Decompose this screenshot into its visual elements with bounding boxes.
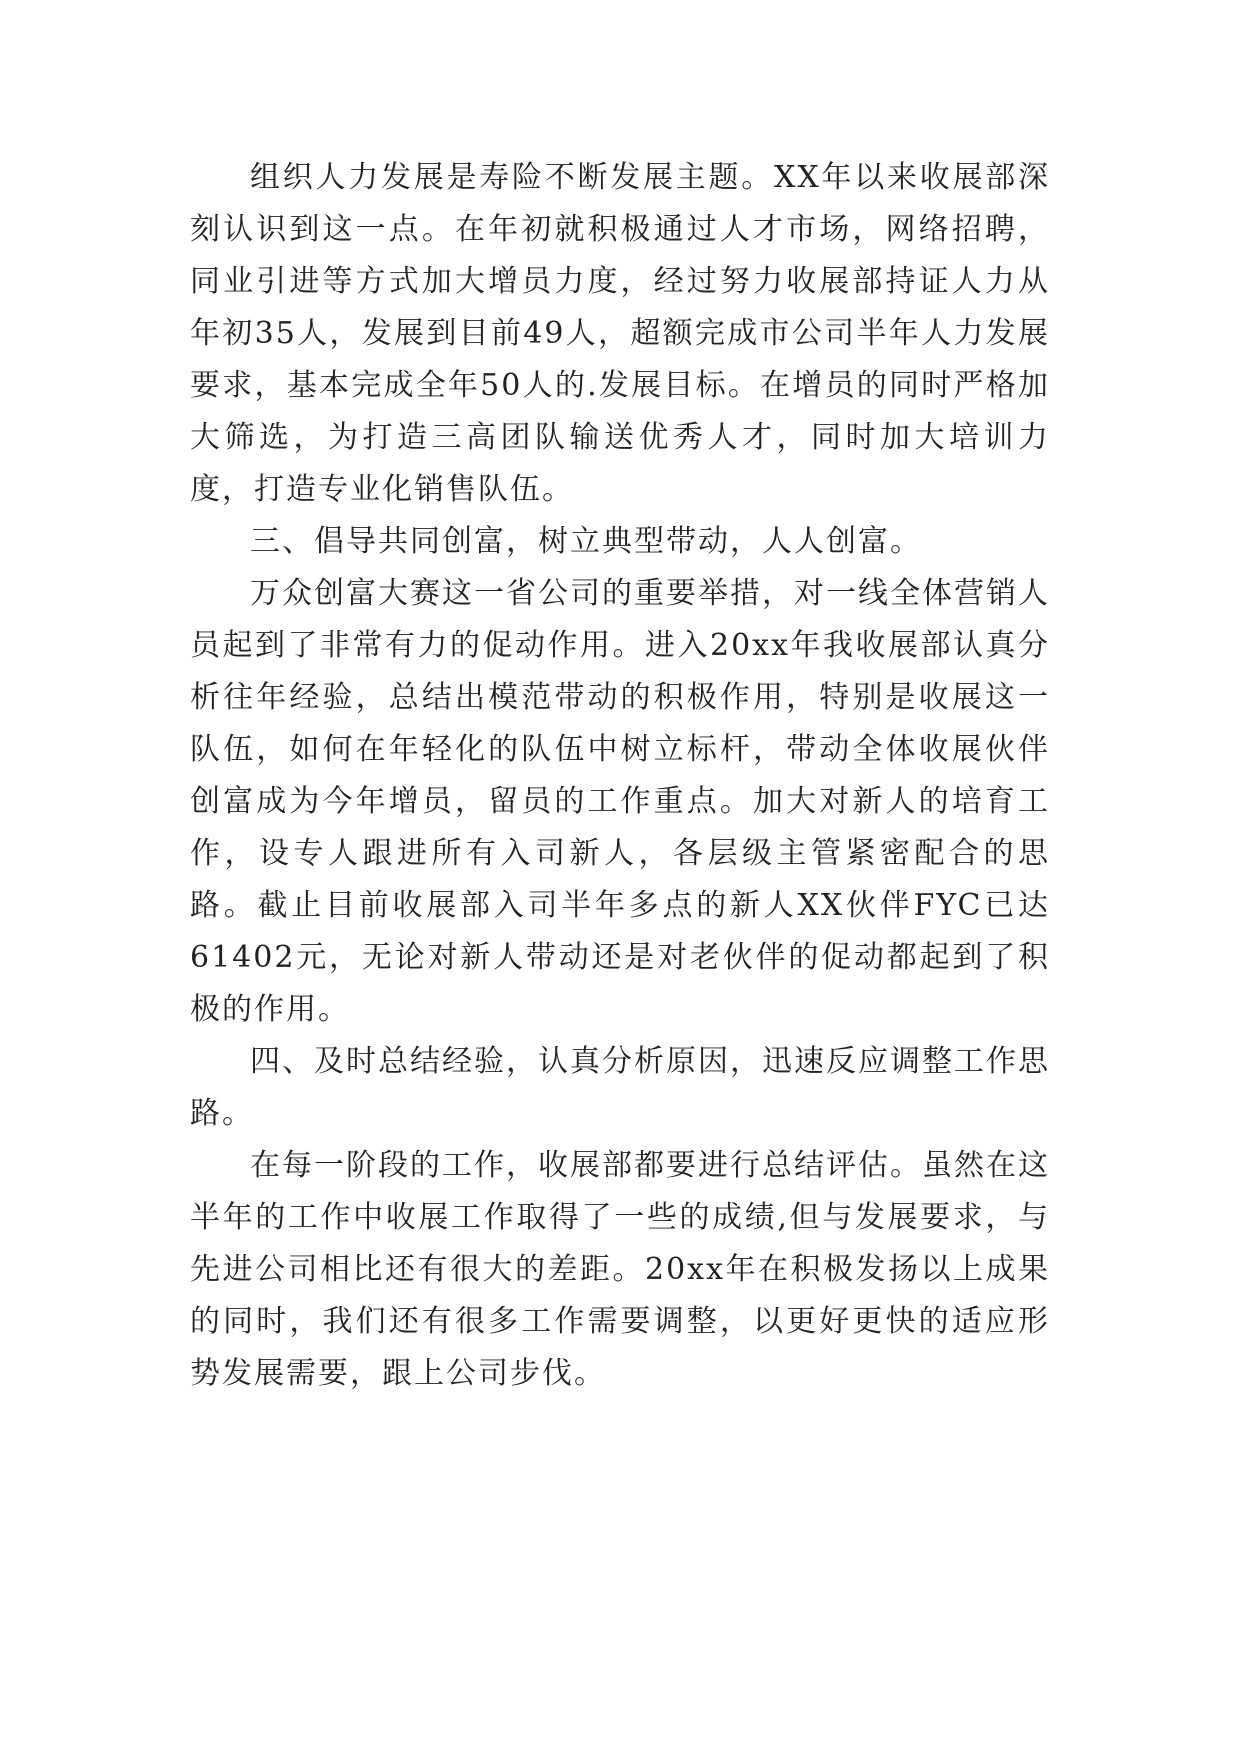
paragraph-wealth-contest: 万众创富大赛这一省公司的重要举措，对一线全体营销人员起到了非常有力的促动作用。进入20xx年我收展部认真分析往年经验，总结出模范带动的积极作用，特别是收展这一队伍，如何在年轻化的队伍中树立标杆，带动全体收展伙伴创富成为今年增员，留员的工作重点。加大对新人的培育工作，设专人跟进所有入司新人，各层级主管紧密配合的思路。截止目前收展部入司半年多点的新人XX伙伴FYC已达61402元，无论对新人带动还是对老伙伴的促动都起到了积极的作用。: [190, 576, 1050, 1027]
document-body: [190, 152, 1050, 1400]
paragraph-summary-evaluation: 在每一阶段的工作，收展部都要进行总结评估。虽然在这半年的工作中收展工作取得了一些的成绩,但与发展要求，与先进公司相比还有很大的差距。20xx年在积极发扬以上成果的同时，我们还有很多工作需要调整，以更好更快的适应形势发展需要，跟上公司步伐。: [190, 1148, 1050, 1391]
heading-section-four: 四、及时总结经验，认真分析原因，迅速反应调整工作思路。: [190, 1044, 1050, 1131]
heading-section-three: 三、倡导共同创富，树立典型带动，人人创富。: [250, 524, 922, 559]
paragraph-manpower-development: 组织人力发展是寿险不断发展主题。XX年以来收展部深刻认识到这一点。在年初就积极通过人才市场，网络招聘，同业引进等方式加大增员力度，经过努力收展部持证人力从年初35人，发展到目前49人，超额完成市公司半年人力发展要求，基本完成全年50人的.发展目标。在增员的同时严格加大筛选，为打造三高团队输送优秀人才，同时加大培训力度，打造专业化销售队伍。: [190, 160, 1050, 507]
